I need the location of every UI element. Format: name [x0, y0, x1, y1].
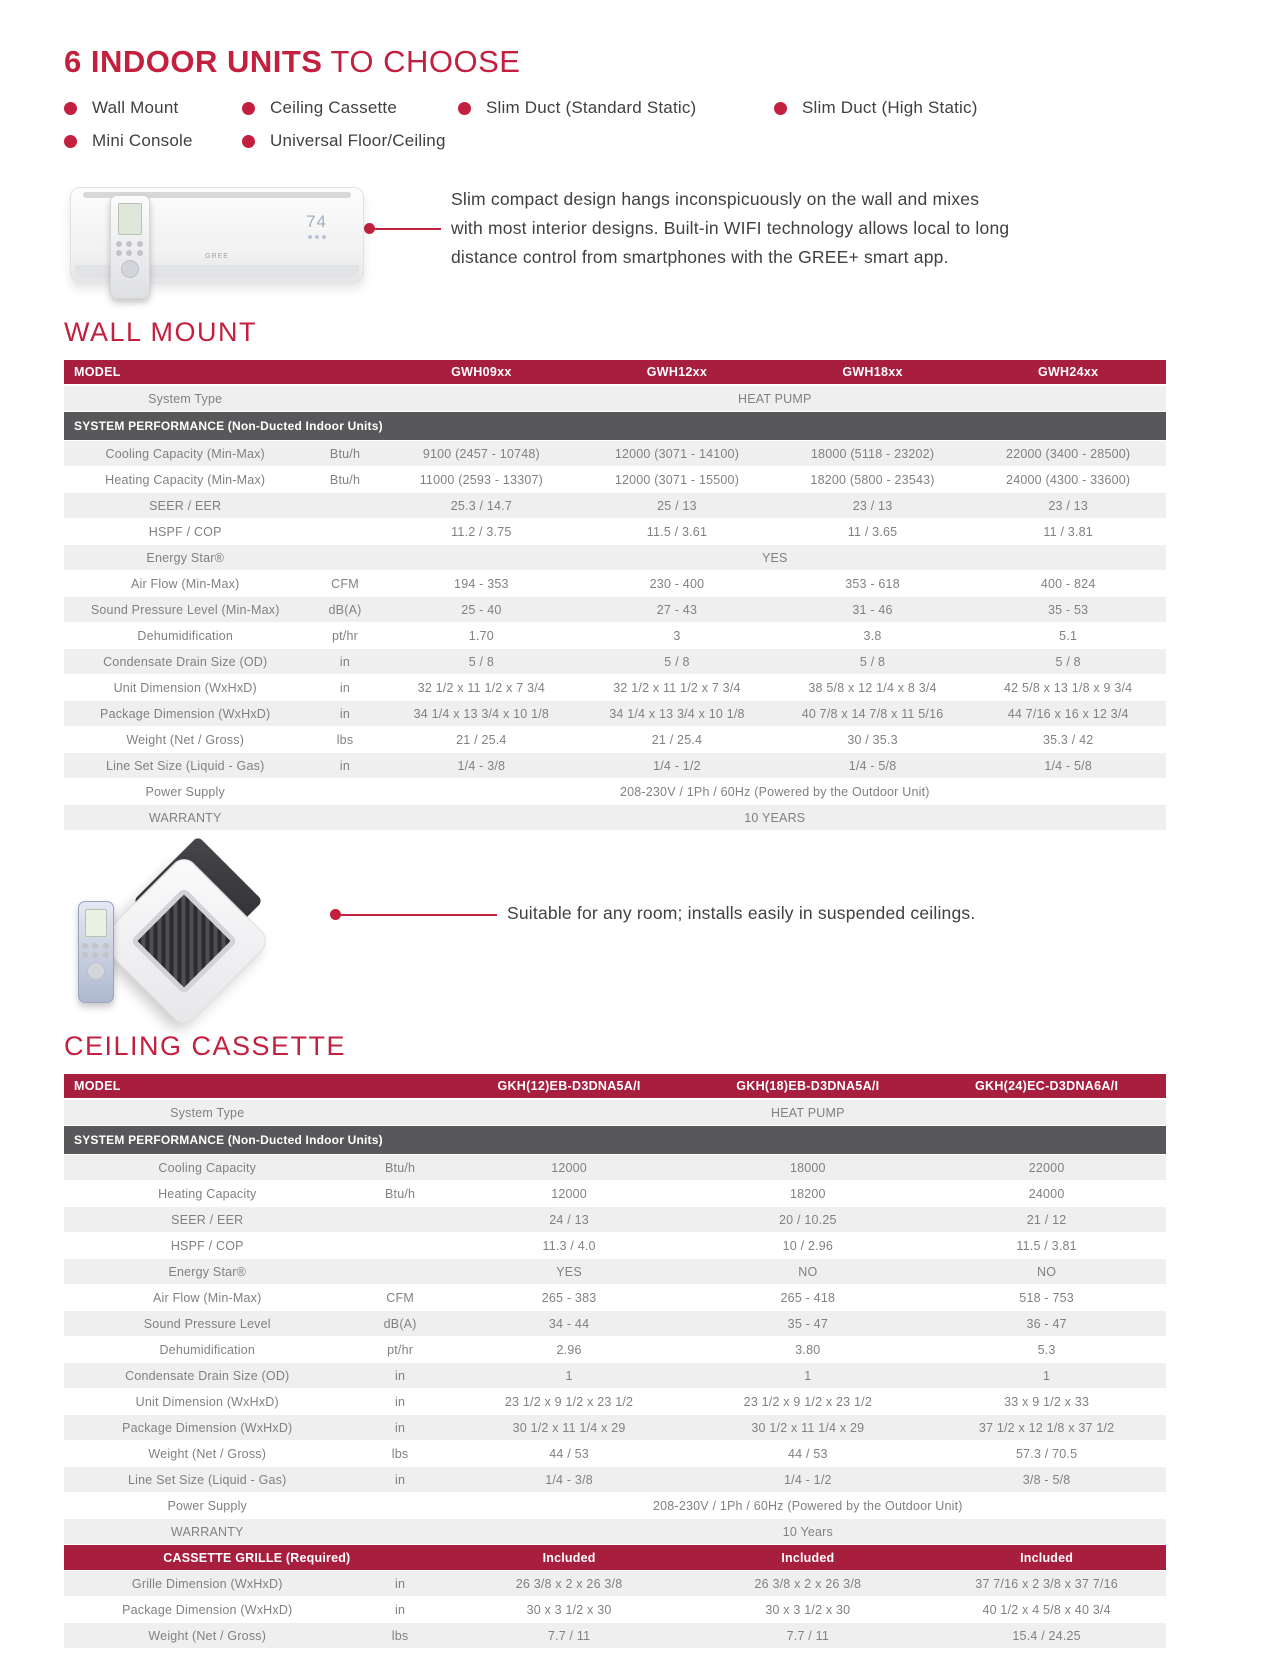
spec-value: 23 / 13: [775, 493, 971, 519]
table-row: [64, 1155, 1166, 1181]
wall-mount-feature: [64, 179, 1166, 301]
spec-row-unit: [351, 1099, 450, 1126]
wall-mount-unit-image: [64, 179, 364, 301]
spec-row-unit: [306, 545, 383, 571]
table-row: [64, 1545, 1166, 1571]
spec-row-unit: in: [306, 753, 383, 779]
spec-value: 20 / 10.25: [688, 1207, 927, 1233]
spec-row-unit: in: [351, 1415, 450, 1441]
spec-row-unit: in: [306, 701, 383, 727]
remote-control-icon: [110, 195, 150, 299]
spec-value: 33 x 9 1/2 x 33: [927, 1389, 1166, 1415]
table-row: [64, 493, 1166, 519]
spec-value: 24000 (4300 - 33600): [970, 467, 1166, 493]
spec-row-label: System Type: [64, 1099, 351, 1126]
remote-wheel: [121, 260, 139, 278]
table-row: [64, 1099, 1166, 1126]
section-band: SYSTEM PERFORMANCE (Non-Ducted Indoor Units): [64, 1126, 1166, 1155]
table-row: [64, 1467, 1166, 1493]
spec-row-label: Power Supply: [64, 779, 306, 805]
spec-value: 30 x 3 1/2 x 30: [688, 1597, 927, 1623]
page-title-light: TO CHOOSE: [330, 44, 521, 79]
spec-value: 11000 (2593 - 13307): [384, 467, 580, 493]
description-line: with most interior designs. Built-in WIFI technology allows local to long: [451, 218, 1010, 238]
spec-value: 10 / 2.96: [688, 1233, 927, 1259]
spec-row-unit: Btu/h: [306, 467, 383, 493]
wall-mount-display: [306, 212, 327, 239]
table-row: [64, 571, 1166, 597]
spec-value: 3/8 - 5/8: [927, 1467, 1166, 1493]
spec-row-unit: [351, 1259, 450, 1285]
ceiling-cassette-heading: CEILING CASSETTE: [64, 1031, 347, 1061]
spec-value: 32 1/2 x 11 1/2 x 7 3/4: [579, 675, 775, 701]
remote-screen: [118, 203, 142, 235]
spec-row-label: Package Dimension (WxHxD): [64, 1415, 351, 1441]
spec-value: 21 / 12: [927, 1207, 1166, 1233]
spec-value: 21 / 25.4: [579, 727, 775, 753]
table-row: [64, 441, 1166, 467]
spec-span-value: HEAT PUMP: [384, 385, 1166, 412]
ceiling-cassette-image: [64, 857, 336, 1015]
spec-value: 32 1/2 x 11 1/2 x 7 3/4: [384, 675, 580, 701]
callout-line: [341, 914, 497, 916]
spec-value: 57.3 / 70.5: [927, 1441, 1166, 1467]
spec-row-label: Package Dimension (WxHxD): [64, 701, 306, 727]
remote-buttons: [82, 943, 110, 958]
unit-type-item: [64, 131, 242, 151]
spec-value: 1/4 - 3/8: [384, 753, 580, 779]
table-row: [64, 753, 1166, 779]
spec-value: 11.5 / 3.61: [579, 519, 775, 545]
page-title-bold: 6 INDOOR UNITS: [64, 44, 323, 79]
remote-wheel: [87, 962, 105, 980]
spec-value: 35 - 53: [970, 597, 1166, 623]
grille-band-label: CASSETTE GRILLE (Required): [64, 1545, 450, 1571]
unit-type-label: Slim Duct (High Static): [802, 98, 978, 117]
spec-value: 11.5 / 3.81: [927, 1233, 1166, 1259]
spec-value: 35.3 / 42: [970, 727, 1166, 753]
bullet-dot-icon: [242, 102, 255, 115]
spec-row-label: Weight (Net / Gross): [64, 1623, 351, 1649]
spec-row-label: Power Supply: [64, 1493, 351, 1519]
spec-value: 353 - 618: [775, 571, 971, 597]
table-row: [64, 623, 1166, 649]
table-row: [64, 412, 1166, 441]
table-row: [64, 1441, 1166, 1467]
spec-value: 25 / 13: [579, 493, 775, 519]
spec-value: 40 1/2 x 4 5/8 x 40 3/4: [927, 1597, 1166, 1623]
table-row: [64, 1363, 1166, 1389]
spec-row-unit: in: [351, 1597, 450, 1623]
spec-row-unit: [351, 1207, 450, 1233]
table-row: [64, 1181, 1166, 1207]
spec-value: YES: [450, 1259, 689, 1285]
unit-type-label: Universal Floor/Ceiling: [270, 131, 446, 150]
spec-value: 1: [927, 1363, 1166, 1389]
spec-row-label: Sound Pressure Level (Min-Max): [64, 597, 306, 623]
spec-value: 31 - 46: [775, 597, 971, 623]
spec-value: 5 / 8: [775, 649, 971, 675]
unit-type-item: [64, 98, 242, 118]
spec-span-value: HEAT PUMP: [450, 1099, 1166, 1126]
bullet-dot-icon: [774, 102, 787, 115]
callout-wall: [364, 223, 441, 234]
spec-value: 18000 (5118 - 23202): [775, 441, 971, 467]
spec-value: 1: [450, 1363, 689, 1389]
table-row: [64, 1623, 1166, 1649]
bullet-dot-icon: [458, 102, 471, 115]
spec-value: 11.2 / 3.75: [384, 519, 580, 545]
spec-span-value: 208-230V / 1Ph / 60Hz (Powered by the Outdoor Unit): [450, 1493, 1166, 1519]
table-row: [64, 519, 1166, 545]
callout-cassette: [330, 909, 497, 920]
unit-type-item: [458, 98, 774, 118]
callout-dot-icon: [364, 223, 375, 234]
page-content: [64, 0, 1166, 1649]
spec-value: 11 / 3.81: [970, 519, 1166, 545]
spec-row-unit: in: [351, 1363, 450, 1389]
spec-row-unit: pt/hr: [351, 1337, 450, 1363]
spec-row-unit: [306, 519, 383, 545]
spec-row-unit: [351, 1493, 450, 1519]
spec-value: 265 - 383: [450, 1285, 689, 1311]
unit-type-legend: [64, 98, 1166, 151]
spec-value: 34 1/4 x 13 3/4 x 10 1/8: [384, 701, 580, 727]
spec-row-unit: [306, 805, 383, 831]
callout-line: [375, 228, 441, 230]
model-header-label: MODEL: [64, 1074, 450, 1099]
spec-span-value: 10 Years: [450, 1519, 1166, 1545]
spec-row-label: Line Set Size (Liquid - Gas): [64, 753, 306, 779]
spec-row-unit: Btu/h: [306, 441, 383, 467]
spec-value: 23 1/2 x 9 1/2 x 23 1/2: [450, 1389, 689, 1415]
table-row: [64, 1597, 1166, 1623]
spec-value: 30 / 35.3: [775, 727, 971, 753]
spec-row-label: Condensate Drain Size (OD): [64, 649, 306, 675]
grille-included: Included: [450, 1545, 689, 1571]
spec-row-unit: [351, 1519, 450, 1545]
spec-value: 24 / 13: [450, 1207, 689, 1233]
model-header-label: MODEL: [64, 360, 384, 385]
bullet-dot-icon: [64, 102, 77, 115]
table-row: [64, 1571, 1166, 1597]
spec-value: 18200 (5800 - 23543): [775, 467, 971, 493]
ceiling-cassette-feature: [64, 857, 1166, 1015]
spec-value: 3.80: [688, 1337, 927, 1363]
spec-row-unit: [306, 493, 383, 519]
spec-row-unit: in: [351, 1467, 450, 1493]
description-line: distance control from smartphones with the GREE+ smart app.: [451, 247, 949, 267]
spec-value: 18200: [688, 1181, 927, 1207]
table-row: [64, 1126, 1166, 1155]
spec-row-unit: CFM: [351, 1285, 450, 1311]
spec-table: [64, 360, 1166, 831]
spec-value: 42 5/8 x 13 1/8 x 9 3/4: [970, 675, 1166, 701]
unit-type-label: Mini Console: [92, 131, 193, 150]
spec-value: 35 - 47: [688, 1311, 927, 1337]
table-row: [64, 1337, 1166, 1363]
spec-value: 7.7 / 11: [688, 1623, 927, 1649]
model-header-row: [64, 1074, 1166, 1099]
table-row: [64, 1389, 1166, 1415]
spec-row-unit: lbs: [306, 727, 383, 753]
spec-value: 1/4 - 3/8: [450, 1467, 689, 1493]
spec-row-label: Unit Dimension (WxHxD): [64, 1389, 351, 1415]
spec-value: 9100 (2457 - 10748): [384, 441, 580, 467]
spec-value: 11.3 / 4.0: [450, 1233, 689, 1259]
spec-row-label: HSPF / COP: [64, 1233, 351, 1259]
spec-value: 12000 (3071 - 14100): [579, 441, 775, 467]
spec-value: 21 / 25.4: [384, 727, 580, 753]
spec-row-label: WARRANTY: [64, 1519, 351, 1545]
spec-value: 5 / 8: [970, 649, 1166, 675]
spec-row-unit: in: [306, 649, 383, 675]
grille-included: Included: [688, 1545, 927, 1571]
spec-value: NO: [688, 1259, 927, 1285]
spec-row-label: SEER / EER: [64, 493, 306, 519]
table-row: [64, 805, 1166, 831]
spec-row-label: Unit Dimension (WxHxD): [64, 675, 306, 701]
spec-value: 40 7/8 x 14 7/8 x 11 5/16: [775, 701, 971, 727]
spec-value: 265 - 418: [688, 1285, 927, 1311]
table-row: [64, 1415, 1166, 1441]
table-row: [64, 727, 1166, 753]
spec-value: 5.1: [970, 623, 1166, 649]
table-row: [64, 675, 1166, 701]
spec-value: 23 1/2 x 9 1/2 x 23 1/2: [688, 1389, 927, 1415]
remote-control-icon: [78, 901, 114, 1003]
spec-value: 30 1/2 x 11 1/4 x 29: [450, 1415, 689, 1441]
spec-row-unit: Btu/h: [351, 1181, 450, 1207]
spec-value: 26 3/8 x 2 x 26 3/8: [450, 1571, 689, 1597]
spec-row-label: Weight (Net / Gross): [64, 727, 306, 753]
table-row: [64, 597, 1166, 623]
remote-screen: [85, 909, 107, 937]
model-name: GWH09xx: [384, 360, 580, 385]
spec-value: 22000: [927, 1155, 1166, 1181]
spec-value: 37 1/2 x 12 1/8 x 37 1/2: [927, 1415, 1166, 1441]
spec-row-label: Condensate Drain Size (OD): [64, 1363, 351, 1389]
spec-value: 25 - 40: [384, 597, 580, 623]
spec-value: 11 / 3.65: [775, 519, 971, 545]
model-name: GKH(24)EC-D3DNA6A/I: [927, 1074, 1166, 1099]
spec-row-unit: dB(A): [306, 597, 383, 623]
spec-value: 3.8: [775, 623, 971, 649]
spec-value: 25.3 / 14.7: [384, 493, 580, 519]
table-row: [64, 545, 1166, 571]
spec-value: 5.3: [927, 1337, 1166, 1363]
spec-row-unit: CFM: [306, 571, 383, 597]
spec-row-unit: lbs: [351, 1441, 450, 1467]
unit-type-label: Wall Mount: [92, 98, 179, 117]
spec-span-value: 10 YEARS: [384, 805, 1166, 831]
spec-row-label: Heating Capacity: [64, 1181, 351, 1207]
wall-mount-spec-table: [64, 360, 1166, 831]
spec-value: 34 - 44: [450, 1311, 689, 1337]
table-row: [64, 1285, 1166, 1311]
page-title: [64, 44, 1166, 80]
spec-row-label: Air Flow (Min-Max): [64, 1285, 351, 1311]
spec-row-unit: [306, 779, 383, 805]
spec-value: 1/4 - 5/8: [970, 753, 1166, 779]
spec-value: 44 7/16 x 16 x 12 3/4: [970, 701, 1166, 727]
spec-row-unit: dB(A): [351, 1311, 450, 1337]
table-row: [64, 1493, 1166, 1519]
brand-logo: GREE: [205, 253, 229, 260]
spec-value: 30 1/2 x 11 1/4 x 29: [688, 1415, 927, 1441]
spec-row-label: Dehumidification: [64, 1337, 351, 1363]
table-row: [64, 779, 1166, 805]
spec-value: 5 / 8: [579, 649, 775, 675]
spec-row-unit: Btu/h: [351, 1155, 450, 1181]
spec-value: 1/4 - 1/2: [579, 753, 775, 779]
spec-value: 36 - 47: [927, 1311, 1166, 1337]
ceiling-cassette-description: [507, 899, 975, 928]
spec-row-label: HSPF / COP: [64, 519, 306, 545]
spec-span-value: 208-230V / 1Ph / 60Hz (Powered by the Outdoor Unit): [384, 779, 1166, 805]
spec-row-label: System Type: [64, 385, 306, 412]
spec-value: 1/4 - 1/2: [688, 1467, 927, 1493]
table-row: [64, 1233, 1166, 1259]
spec-span-value: YES: [384, 545, 1166, 571]
wall-mount-display-temp: 74: [306, 212, 327, 231]
model-header-row: [64, 360, 1166, 385]
spec-row-label: Energy Star®: [64, 1259, 351, 1285]
spec-table: [64, 1074, 1166, 1649]
spec-value: 26 3/8 x 2 x 26 3/8: [688, 1571, 927, 1597]
spec-value: 18000: [688, 1155, 927, 1181]
spec-row-unit: [306, 385, 383, 412]
table-row: [64, 701, 1166, 727]
wall-mount-description: [451, 185, 1009, 272]
spec-value: 27 - 43: [579, 597, 775, 623]
spec-value: 1: [688, 1363, 927, 1389]
table-row: [64, 385, 1166, 412]
table-row: [64, 1207, 1166, 1233]
unit-type-item: [242, 98, 458, 118]
table-row: [64, 1519, 1166, 1545]
spec-value: 37 7/16 x 2 3/8 x 37 7/16: [927, 1571, 1166, 1597]
spec-value: 34 1/4 x 13 3/4 x 10 1/8: [579, 701, 775, 727]
spec-value: 24000: [927, 1181, 1166, 1207]
spec-value: 7.7 / 11: [450, 1623, 689, 1649]
spec-row-unit: in: [351, 1571, 450, 1597]
spec-row-label: Cooling Capacity: [64, 1155, 351, 1181]
spec-row-label: Sound Pressure Level: [64, 1311, 351, 1337]
spec-value: 22000 (3400 - 28500): [970, 441, 1166, 467]
bullet-dot-icon: [64, 135, 77, 148]
spec-value: 44 / 53: [688, 1441, 927, 1467]
spec-value: 1/4 - 5/8: [775, 753, 971, 779]
spec-row-unit: in: [306, 675, 383, 701]
spec-value: 30 x 3 1/2 x 30: [450, 1597, 689, 1623]
spec-row-label: Cooling Capacity (Min-Max): [64, 441, 306, 467]
unit-type-item: [774, 98, 1166, 118]
bullet-dot-icon: [242, 135, 255, 148]
model-name: GWH24xx: [970, 360, 1166, 385]
spec-value: 38 5/8 x 12 1/4 x 8 3/4: [775, 675, 971, 701]
model-name: GWH18xx: [775, 360, 971, 385]
unit-type-label: Ceiling Cassette: [270, 98, 397, 117]
ceiling-cassette-spec-table: [64, 1074, 1166, 1649]
spec-value: 5 / 8: [384, 649, 580, 675]
spec-value: NO: [927, 1259, 1166, 1285]
section-band: SYSTEM PERFORMANCE (Non-Ducted Indoor Units): [64, 412, 1166, 441]
spec-value: 12000: [450, 1181, 689, 1207]
table-row: [64, 1259, 1166, 1285]
spec-value: 400 - 824: [970, 571, 1166, 597]
spec-value: 2.96: [450, 1337, 689, 1363]
spec-row-label: Line Set Size (Liquid - Gas): [64, 1467, 351, 1493]
table-row: [64, 467, 1166, 493]
spec-row-unit: in: [351, 1389, 450, 1415]
spec-value: 23 / 13: [970, 493, 1166, 519]
unit-type-label: Slim Duct (Standard Static): [486, 98, 697, 117]
description-line: Slim compact design hangs inconspicuously on the wall and mixes: [451, 189, 980, 209]
unit-type-item: [242, 131, 458, 151]
description-line: Suitable for any room; installs easily in suspended ceilings.: [507, 903, 976, 923]
display-dots-icon: [306, 235, 327, 239]
spec-row-label: SEER / EER: [64, 1207, 351, 1233]
spec-value: 1.70: [384, 623, 580, 649]
table-row: [64, 1311, 1166, 1337]
spec-value: 15.4 / 24.25: [927, 1623, 1166, 1649]
spec-row-label: WARRANTY: [64, 805, 306, 831]
spec-row-label: Grille Dimension (WxHxD): [64, 1571, 351, 1597]
spec-row-label: Air Flow (Min-Max): [64, 571, 306, 597]
model-name: GKH(12)EB-D3DNA5A/I: [450, 1074, 689, 1099]
spec-row-unit: pt/hr: [306, 623, 383, 649]
spec-value: 194 - 353: [384, 571, 580, 597]
spec-row-label: Dehumidification: [64, 623, 306, 649]
spec-value: 518 - 753: [927, 1285, 1166, 1311]
remote-buttons: [116, 241, 144, 256]
spec-row-label: Energy Star®: [64, 545, 306, 571]
spec-row-label: Package Dimension (WxHxD): [64, 1597, 351, 1623]
spec-value: 12000 (3071 - 15500): [579, 467, 775, 493]
spec-value: 44 / 53: [450, 1441, 689, 1467]
spec-row-unit: [351, 1233, 450, 1259]
grille-included: Included: [927, 1545, 1166, 1571]
spec-row-label: Heating Capacity (Min-Max): [64, 467, 306, 493]
model-name: GKH(18)EB-D3DNA5A/I: [688, 1074, 927, 1099]
spec-value: 230 - 400: [579, 571, 775, 597]
table-row: [64, 649, 1166, 675]
spec-row-label: Weight (Net / Gross): [64, 1441, 351, 1467]
spec-row-unit: lbs: [351, 1623, 450, 1649]
wall-mount-heading: WALL MOUNT: [64, 317, 258, 347]
spec-value: 12000: [450, 1155, 689, 1181]
spec-value: 3: [579, 623, 775, 649]
model-name: GWH12xx: [579, 360, 775, 385]
